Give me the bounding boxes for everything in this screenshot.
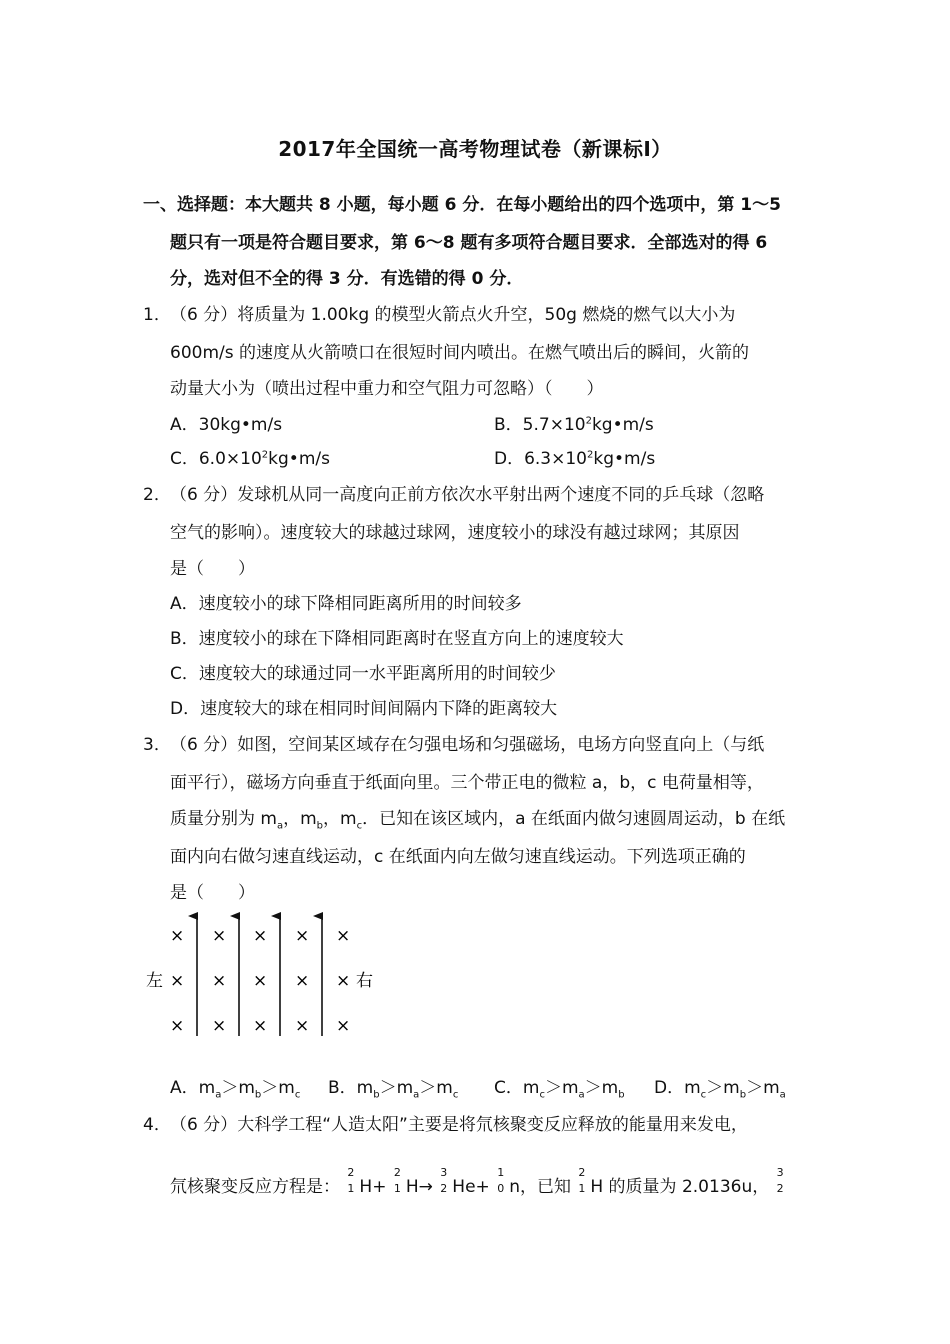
question-2-option-a: A．速度较小的球下降相同距离所用的时间较多 — [170, 594, 522, 614]
question-1-number: 1． — [143, 305, 171, 325]
cross-mark: × — [336, 1016, 351, 1036]
question-3-option-d: D．$m_c>m_b>m_a$ — [654, 1078, 786, 1101]
question-2-line-1: （6 分）发球机从同一高度向正前方依次水平射出两个速度不同的乒乓球（忽略 — [170, 485, 765, 505]
question-3-line-3: 质量分别为 $m_a$，$m_b$，$m_c$．已知在该区域内，a 在纸面内做匀速圆周运动，b 在纸 — [170, 809, 786, 832]
question-1-line-3: 动量大小为（喷出过程中重力和空气阻力可忽略）（ ） — [170, 379, 604, 399]
question-1-option-c: C．$6.0\times 10^2kg•m/s$ — [170, 449, 330, 469]
diagram-right-label: 右 — [356, 971, 373, 991]
cross-mark: × — [212, 971, 227, 991]
question-1-option-b: B．$5.7\times 10^2kg•m/s$ — [494, 415, 654, 435]
field-diagram — [140, 910, 400, 1050]
question-2-option-c: C．速度较大的球通过同一水平距离所用的时间较少 — [170, 664, 556, 684]
cross-mark: × — [170, 1016, 185, 1036]
cross-mark: × — [212, 1016, 227, 1036]
question-1-line-1: （6 分）将质量为 1.00kg 的模型火箭点火升空，50g 燃烧的燃气以大小为 — [170, 305, 736, 325]
nuclide-deuterium: 2 1 — [393, 1166, 401, 1195]
question-3-line-5: 是（ ） — [170, 883, 255, 903]
diagram-left-label: 左 — [146, 971, 163, 991]
nuclide-neutron: 1 0 — [497, 1166, 505, 1195]
cross-mark: × — [253, 1016, 268, 1036]
cross-mark: × — [212, 926, 227, 946]
nuclide-deuterium: 2 1 — [347, 1166, 355, 1195]
question-4-line-1: （6 分）大科学工程“人造太阳”主要是将氘核聚变反应释放的能量用来发电， — [170, 1115, 748, 1135]
question-3-line-4: 面内向右做匀速直线运动，c 在纸面内向左做匀速直线运动。下列选项正确的 — [170, 847, 746, 867]
question-1-option-a: A．30kg•m/s — [170, 415, 283, 435]
nuclide-helium-3: 3 2 — [440, 1166, 448, 1195]
nuclide-helium-3-partial: 3 2 — [776, 1166, 784, 1195]
question-3-option-b: B．$m_b>m_a>m_c$ — [328, 1078, 459, 1101]
nuclide-deuterium: 2 1 — [578, 1166, 586, 1195]
cross-mark: × — [336, 926, 351, 946]
cross-mark: × — [295, 971, 310, 991]
page-title: 2017年全国统一高考物理试卷（新课标Ⅰ） — [278, 137, 672, 161]
question-1-line-2: 600m/s 的速度从火箭喷口在很短时间内喷出。在燃气喷出后的瞬间，火箭的 — [170, 343, 749, 363]
section-heading-line-2: 题只有一项是符合题目要求，第 6～8 题有多项符合题目要求．全部选对的得 6 — [170, 233, 768, 253]
cross-mark: × — [170, 971, 185, 991]
cross-mark: × — [253, 926, 268, 946]
section-heading-line-3: 分，选对但不全的得 3 分．有选错的得 0 分． — [170, 269, 524, 289]
question-3-option-c: C．$m_c>m_a>m_b$ — [494, 1078, 625, 1101]
question-4-equation-line: 氘核聚变反应方程是： 2 1 H+ 2 1 H→ 3 2 He+ 1 0 n，已知 2 1 H 的质量为 2.0136u， 3 2 — [170, 1172, 789, 1197]
question-3-line-2: 面平行），磁场方向垂直于纸面向里。三个带正电的微粒 a，b，c 电荷量相等， — [170, 773, 764, 793]
question-2-line-2: 空气的影响）。速度较大的球越过球网，速度较小的球没有越过球网；其原因 — [170, 523, 740, 543]
question-2-number: 2． — [143, 485, 171, 505]
question-2-option-b: B．速度较小的球在下降相同距离时在竖直方向上的速度较大 — [170, 629, 624, 649]
cross-mark: × — [170, 926, 185, 946]
question-2-line-3: 是（ ） — [170, 559, 255, 579]
question-3-option-a: A．$m_a>m_b>m_c$ — [170, 1078, 301, 1101]
question-2-option-d: D．速度较大的球在相同时间间隔内下降的距离较大 — [170, 699, 558, 719]
question-1-option-d: D．$6.3\times 10^2kg•m/s$ — [494, 449, 656, 469]
question-4-number: 4． — [143, 1115, 171, 1135]
cross-mark: × — [295, 1016, 310, 1036]
cross-mark: × — [295, 926, 310, 946]
section-heading-line-1: 一、选择题：本大题共 8 小题，每小题 6 分．在每小题给出的四个选项中，第 1～5 — [143, 195, 781, 215]
question-3-line-1: （6 分）如图，空间某区域存在匀强电场和匀强磁场，电场方向竖直向上（与纸 — [170, 735, 765, 755]
cross-mark: × — [253, 971, 268, 991]
question-3-number: 3． — [143, 735, 171, 755]
cross-mark: × — [336, 971, 351, 991]
